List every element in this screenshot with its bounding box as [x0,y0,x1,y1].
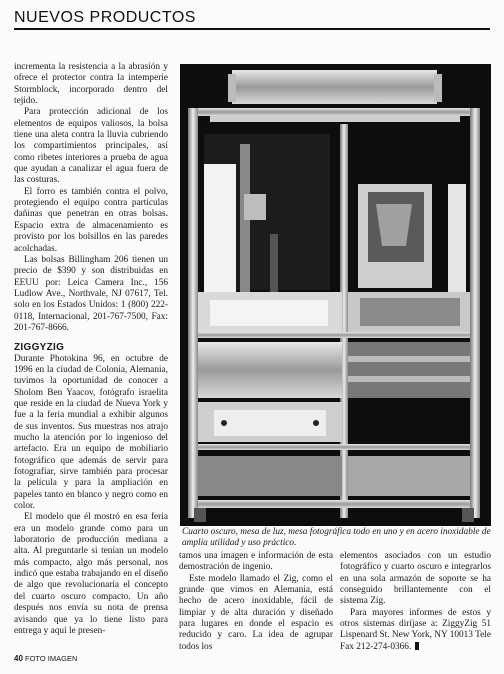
end-of-article-mark [415,642,419,650]
paragraph: tamos una imagen e información de esta demostración de ingenio. [179,551,333,573]
paragraph: Este modelo llamado el Zig, como el grande que vimos en Alemania, está hecho de acero inoxidable, fácil de limpiar y de alta duración y diseñado para lugares en donde el espacio es reducido y caro. La idea de agrupar todos los [179,573,333,652]
darkroom-photo [180,64,491,526]
right-column [340,551,491,653]
paragraph: Durante Photokina 96, en octubre de 1996 en la ciudad de Colonia, Alemania, tuvimos la oportunidad de conocer a Sholom Ben Yaacov, fotógrafo israelita que reside en la ciudad de Nueva York y fue a la feria mundial a exhibir algunos de sus inventos. Sus muestras nos atrajo mucho la atención por lo ingenioso del artefacto. Era un equipo de mobiliario fotográfico que además de servir para fotografiar, sirve también para procesar la película y para la ampliación en papeles tanto en blanco y negro como en color. [14,353,168,512]
publication-name: FOTO IMAGEN [25,654,78,663]
darkroom-cabinet-illustration [180,64,491,526]
subheading: ZIGGYZIG [14,342,65,354]
paragraph: Para protección adicional de los elementos de equipos valiosos, la bolsa tiene una aleta contra la lluvia cubriendo los compartimientos principales, así como ribetes interiores a prueba de agua que ayudan a canalizar el agua fuera de las costuras. [14,107,168,186]
photo-caption: Cuarto oscuro, mesa de luz, mesa fotográfica todo en uno y en acero inoxidable de amplia utilidad y uso práctico. [182,527,491,548]
page-footer [14,654,77,663]
paragraph [340,608,491,653]
paragraph: El forro es también contra el polvo, protegiendo el equipo contra partículas dañinas que penetran en otras bolsas. Espacio extra de almacenamiento es provisto por los bolsillos en las paredes acolchadas. [14,186,168,254]
paragraph-text: Para mayores informes de estos y otros sistemas diríjase a: ZiggyZig 51 Lispenard St. New York, NY 10013 Tele Fax 212-274-0366. [340,607,491,652]
left-column [14,62,168,637]
page-number: 40 [14,654,23,663]
paragraph: Las bolsas Billingham 206 tienen un precio de $390 y son distribuidas en EEUU por: Leica Camera Inc., 156 Ludlow Ave., Northvale, NJ 07617, Tel. solo en los Estados Unidos: 1 (800) 222-0118, Internacional, 201-767-7500, Fax: 201-767-8666. [14,254,168,333]
paragraph: incrementa la resistencia a la abrasión y ofrece el protector contra la intemperie Stormblock, incorporado dentro del tejido. [14,62,168,107]
paragraph: El modelo que él mostró en esa feria era un modelo grande como para un laboratorio de producción mediana a alta. Al preguntarle si tenían un modelo más compacto, algo más personal, nos indicó que estaba trabajando en el diseño de algo que revolucionaría el concepto del cuarto oscuro compacto. Un año después nos envía su nota de prensa avisando que ya lo tiene listo para entrega y aquí le presen- [14,512,168,636]
middle-column [179,551,333,653]
section-title: NUEVOS PRODUCTOS [14,9,196,26]
section-header [14,6,490,30]
paragraph: elementos asociados con un estudio fotográfico y cuarto oscuro e integrarlos en una sola armazón de soporte se ha conseguido brillantemente con el sistema Zig. [340,551,491,607]
